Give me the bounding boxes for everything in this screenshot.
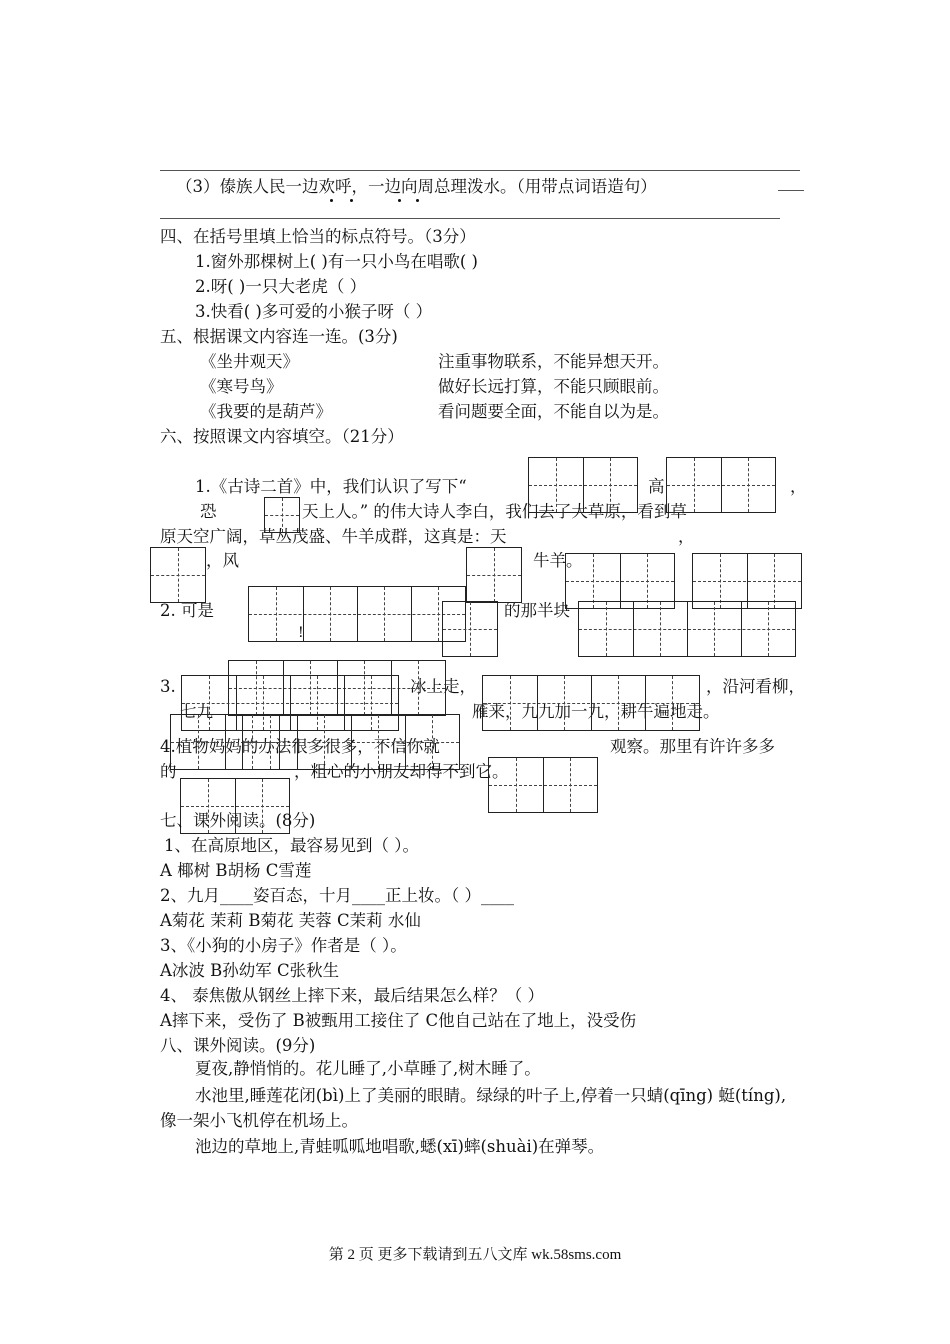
section-6-title: 六、按照课文内容填空。（21分） [160,427,404,446]
s6-p4-a: 4.植物妈妈的办法很多很多，不信你就 [160,737,440,756]
answer-line-top [160,170,800,171]
s5-left-item: 《寒号鸟》 [200,377,283,396]
s6-p1-h: ，风 [206,551,239,570]
s7-question: 1、在高原地区，最容易见到（ ）。 [164,836,419,855]
writing-grid-box [488,757,598,813]
s6-p1-f: 原天空广阔，草丛茂盛、牛羊成群，这真是：天 [160,527,507,546]
s7-question: 2、九月____姿百态，十月____正上妆。（ ）____ [160,886,514,905]
s4-item: 1.窗外那棵树上( )有一只小鸟在唱歌( ) [195,252,478,271]
s6-p2-b: 的那半块 [504,601,570,620]
section-7-title: 七、课外阅读。(8分) [160,811,316,830]
s4-item: 2.呀( )一只大老虎（ ） [195,277,367,296]
s5-left-item: 《坐井观天》 [200,352,299,371]
emphasis-dot [350,199,353,202]
s7-question: 3、《小狗的小房子》作者是（ ）。 [160,936,407,955]
s5-left-item: 《我要的是葫芦》 [200,402,332,421]
section-5-title: 五、根据课文内容连一连。(3分) [160,327,398,346]
writing-grid-box [466,547,522,603]
answer-line-bottom [160,218,780,219]
s6-p3-a: 3. [160,677,176,696]
emphasis-dot [398,199,401,202]
s6-p4-b: 观察。那里有许许多多 [610,737,775,756]
s8-paragraph: 夏夜,静悄悄的。花儿睡了,小草睡了,树木睡了。 [195,1059,541,1078]
s6-p2-mark: ! [298,625,304,641]
s6-p1-i: 牛羊。 [533,551,583,570]
s7-options: A冰波 B孙幼军 C张秋生 [160,961,340,980]
s7-options: A 椰树 B胡杨 C雪莲 [160,861,312,880]
s6-p3-d: 七九 [180,702,213,721]
s6-p4-d: ，粗心的小朋友却得不到它。 [294,762,509,781]
writing-grid-box [248,586,466,642]
s5-right-item: 做好长远打算，不能只顾眼前。 [438,377,669,396]
writing-grid-box [666,457,776,513]
writing-grid-box [150,547,206,603]
s4-item: 3.快看( )多可爱的小猴子呀（ ） [195,302,433,321]
emphasis-dot [330,199,333,202]
writing-grid-box [442,601,498,657]
s6-p3-c: ，沿河看柳， [706,677,805,696]
writing-grid-box [264,497,300,533]
writing-grid-box [528,457,638,513]
s6-p2-a: 2. 可是 [160,601,214,620]
page-footer: 第 2 页 更多下载请到五八文库 wk.58sms.com [328,1247,622,1263]
s6-p1-g: ， [678,527,695,546]
answer-line-short [778,190,804,191]
s7-options: A摔下来，受伤了 B被甄用工接住了 C他自己站在了地上，没受伤 [160,1011,637,1030]
s6-p3-e: 雁来，九九加一九，耕牛遍地走。 [472,702,720,721]
section-8-title: 八、课外阅读。(9分) [160,1036,316,1055]
s6-p3-b: 冰上走， [410,677,476,696]
s7-options: A菊花 茉莉 B菊花 芙蓉 C茉莉 水仙 [160,911,421,930]
emphasis-dot [416,199,419,202]
section-4-title: 四、在括号里填上恰当的标点符号。（3分） [160,227,476,246]
s6-p1-b: 高 [648,477,665,496]
s6-p1-c: ， [790,477,807,496]
s5-right-item: 注重事物联系，不能异想天开。 [438,352,669,371]
writing-grid-box [482,675,700,731]
s6-p1-e: 天上人。” 的伟大诗人李白，我们去了大草原，看到草 [302,502,687,521]
s5-right-item: 看问题要全面，不能自以为是。 [438,402,669,421]
s6-p1-d: 恐 [200,502,217,521]
s6-p1-a: 1.《古诗二首》中，我们认识了写下“ [195,477,467,496]
s8-paragraph: 像一架小飞机停在机场上。 [160,1111,358,1130]
writing-grid-box [578,601,796,657]
s8-paragraph: 池边的草地上,青蛙呱呱地唱歌,蟋(xī)蟀(shuài)在弹琴。 [195,1137,605,1156]
s6-p4-c: 的 [160,762,177,781]
s8-paragraph: 水池里,睡莲花闭(bì)上了美丽的眼睛。绿绿的叶子上,停着一只蜻(qīng) 蜓(tíng), [195,1086,787,1105]
q3-sentence: （3）傣族人民一边欢呼，一边向周总理泼水。（用带点词语造句） [176,177,657,196]
s7-question: 4、 泰焦傲从钢丝上摔下来，最后结果怎么样？（ ） [160,986,544,1005]
writing-grid-box [242,714,460,770]
